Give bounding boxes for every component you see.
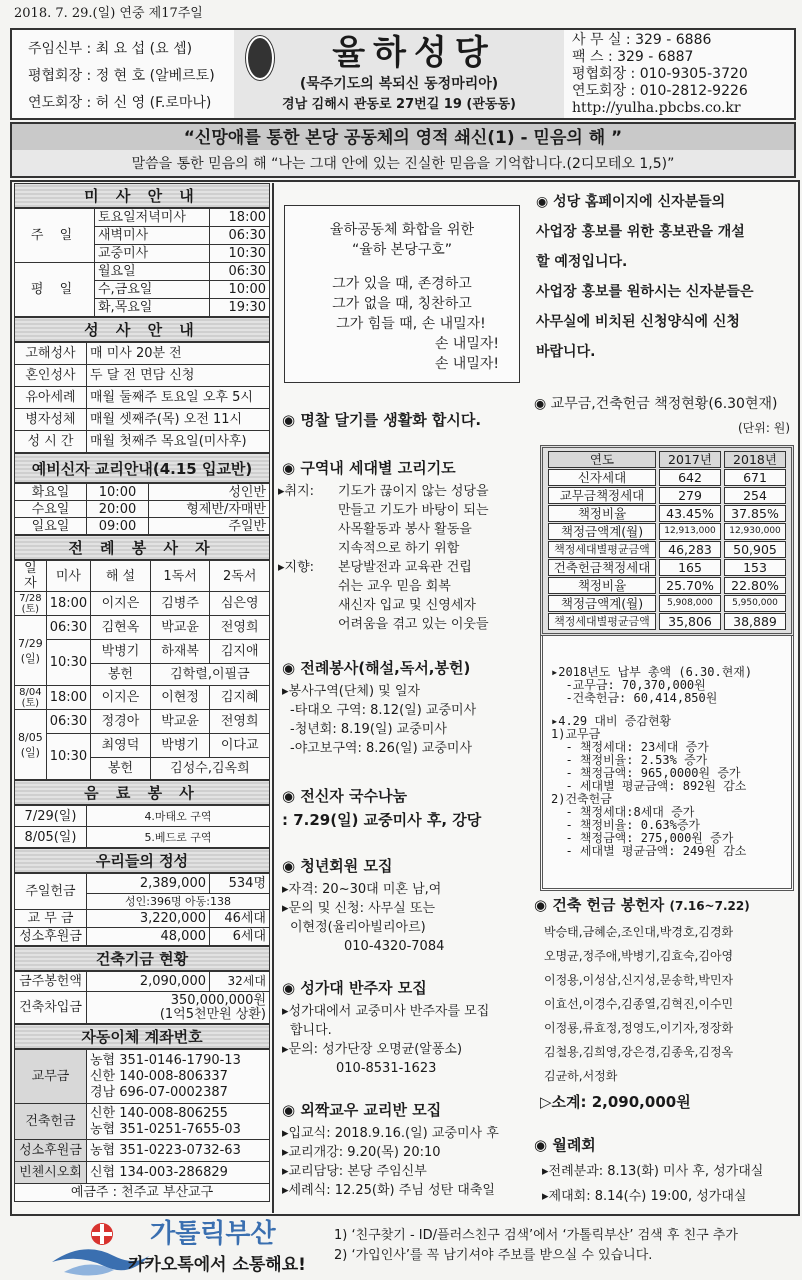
- website-link[interactable]: http://yulha.pbcbs.co.kr: [572, 100, 741, 116]
- weekly-building-amount: 2,090,000: [87, 972, 210, 992]
- building-fund-title: 건축기금 현황: [14, 946, 270, 971]
- row-label: 책정비율: [548, 577, 656, 594]
- status-title: 교무금,건축헌금 책정현황(6.30현재): [550, 396, 778, 412]
- monthly-title: 월례회: [552, 1136, 596, 1154]
- col-header: 연도: [548, 451, 656, 468]
- text-line: ▸입교식: 2018.9.16.(일) 교중미사 후: [282, 1126, 499, 1141]
- weekday-label: 평 일: [15, 263, 95, 317]
- loan-label: 건축차입금: [15, 992, 87, 1024]
- text-line: 합니다.: [290, 1023, 332, 1038]
- offering-section-title: 우리들의 정성: [14, 848, 270, 873]
- text-line: 2)건축헌금: [551, 792, 612, 806]
- sacrament-name: 혼인성사: [15, 365, 87, 387]
- value-2017: 165: [659, 559, 721, 576]
- council-phone: 평협회장 : 010-9305-3720: [572, 66, 748, 82]
- text-line: 지속적으로 하기 위함: [338, 541, 460, 556]
- fax: 팩 스 : 329 - 6887: [572, 49, 694, 65]
- building-fund-table: [14, 971, 270, 1024]
- text-line: - 책정금액: 275,000원 증가: [551, 831, 734, 845]
- mass-name: 수,금요일: [95, 281, 210, 299]
- notice-title: 성가대 반주자 모집: [300, 979, 427, 997]
- notice-title: 구역내 세대별 고리기도: [300, 459, 456, 477]
- catechism-recruit-notice: [282, 1100, 499, 1200]
- reader-2: 전영희: [210, 710, 270, 734]
- office-phone: 사 무 실 : 329 - 6886: [572, 32, 712, 48]
- value-2018: 153: [724, 559, 786, 576]
- service-date: 8/05 (일): [15, 710, 47, 780]
- class-day: 수요일: [15, 501, 87, 518]
- text-line: 1)교무금: [551, 727, 601, 741]
- bullet-icon: ◉: [282, 787, 296, 805]
- loan-note: (1억5천만원 상환): [159, 1006, 266, 1022]
- offertory-names: 김성수,김옥희: [150, 758, 269, 780]
- row-label: 책정세대별평균금액: [548, 613, 656, 630]
- notice-title: 청년회원 모집: [300, 857, 393, 875]
- commentator: 최영덕: [91, 734, 151, 758]
- motto-title: “율하 본당구호”: [351, 242, 453, 258]
- class-group: 형제반/자매반: [149, 501, 270, 518]
- text-line: ▸봉사구역(단체) 및 일자: [282, 684, 420, 699]
- contact-list: [572, 32, 748, 117]
- kyomu-amount: 3,220,000: [87, 910, 210, 928]
- account-number: 신한 140-008-806337: [90, 1068, 228, 1084]
- col-header: 1독서: [150, 561, 210, 592]
- payment-summary: [540, 636, 794, 891]
- account-number: 농협 351-0146-1790-13: [90, 1052, 241, 1068]
- theme-title: “신망애를 통한 본당 공동체의 영적 쇄신(1) - 믿음의 해 ”: [183, 128, 623, 148]
- donors-subtotal: ▷소계: 2,090,000원: [540, 1093, 691, 1111]
- kakao-tagline: 카카오톡에서 소통해요!: [128, 1255, 306, 1275]
- kyomu-label: 교 무 금: [15, 910, 87, 928]
- donor-names: 이효선,이경수,김종열,김혁진,이수민: [544, 997, 734, 1011]
- text-line: ▸성가대에서 교중미사 반주자를 모집: [282, 1004, 490, 1019]
- motto-line: 그가 없을 때, 칭찬하고: [332, 296, 472, 312]
- value-2017: 46,283: [659, 541, 721, 558]
- text-line: - 책정비율: 0.63%증가: [551, 818, 701, 832]
- kyomu-count: 46세대: [210, 910, 270, 928]
- text-line: -타대오 구역: 8.12(일) 교중미사: [290, 703, 477, 718]
- text-line: ◉ 성당 홈페이지에 신자분들의: [536, 194, 726, 210]
- drinks-date: 7/29(일): [15, 806, 87, 827]
- col-header: 일자: [15, 561, 47, 592]
- mass-time: 10:00: [210, 281, 270, 299]
- attendance-detail: 성인:396명 아동:138: [87, 894, 270, 910]
- donor-names: 이정룡,류효정,정영도,이기자,정장화: [544, 1021, 734, 1035]
- text-line: ▸전례분과: 8.13(화) 미사 후, 성가대실: [542, 1164, 764, 1179]
- motto-line: 그가 있을 때, 존경하고: [332, 276, 472, 292]
- bullet-icon: ◉: [534, 896, 548, 914]
- text-line: 사업장 홍보를 위한 홍보관을 개설: [536, 224, 745, 240]
- account-holder: 예금주 : 천주교 부산교구: [15, 1184, 270, 1202]
- aim-label: ▸취지:: [278, 484, 315, 499]
- text-line: ▸세례식: 12.25(화) 주님 성탄 대축일: [282, 1183, 495, 1198]
- loan-amount: 350,000,000원: [170, 992, 266, 1008]
- catechumen-section-title: 예비신자 교리안내(4.15 입교반): [14, 453, 270, 483]
- text-line: ▸2018년도 납부 총액 (6.30.현재): [551, 665, 753, 679]
- parish-name: 율하성당: [332, 33, 496, 73]
- kakao-steps: [334, 1226, 738, 1266]
- youth-recruit-notice: [282, 856, 444, 956]
- drinks-group: 4.마태오 구역: [87, 806, 270, 827]
- class-group: 성인반: [149, 484, 270, 501]
- text-line: ▸교리개강: 9.20(목) 20:10: [282, 1145, 441, 1160]
- text-line: 어려움을 겪고 있는 이웃들: [338, 617, 489, 632]
- text-line: 새신자 입교 및 신영세자: [338, 598, 476, 613]
- mass-time: 06:30: [46, 616, 90, 640]
- yeondo-phone: 연도회장 : 010-2812-9226: [572, 83, 748, 99]
- prayer-notice: [278, 458, 489, 634]
- status-table: [545, 450, 789, 631]
- theme-verse: 말씀을 통한 믿음의 해 “나는 그대 안에 있는 진실한 믿음을 기억합니다.(2디모테오 1,5)”: [131, 156, 675, 172]
- unit-label: (단위: 원): [738, 421, 790, 435]
- reader-1: 하재복: [150, 640, 210, 664]
- weekly-building-label: 금주봉헌액: [15, 972, 87, 992]
- masthead: [10, 28, 796, 120]
- service-date: 8/04 (토): [15, 686, 47, 710]
- nametag-notice: [282, 410, 481, 434]
- class-time: 20:00: [87, 501, 149, 518]
- reader-2: 김지애: [210, 640, 270, 664]
- sunday-attendance: 534명: [210, 874, 270, 894]
- yeondo-president: 연도회장 : 허 신 영 (F.로마나): [28, 95, 212, 111]
- text-line: - 책정세대:8세대 증가: [551, 805, 695, 819]
- value-2017: 279: [659, 487, 721, 504]
- offering-table: [14, 873, 270, 946]
- text-line: 할 예정입니다.: [536, 254, 628, 270]
- account-number: 신한 140-008-806255: [90, 1105, 228, 1121]
- phone-number: 010-8531-1623: [336, 1061, 437, 1076]
- motto-heading: 율하공동체 화합을 위한: [329, 222, 475, 238]
- vocation-support-label: 성소후원금: [15, 928, 87, 946]
- value-2017: 12,913,000: [659, 523, 721, 540]
- donor-names: 오명균,정주애,박병기,김효숙,김아영: [544, 949, 734, 963]
- row-label: 신자세대: [548, 469, 656, 486]
- col-header: 2독서: [210, 561, 270, 592]
- text-line: ▸4.29 대비 증감현황: [551, 714, 672, 728]
- reader-1: 박교윤: [150, 616, 210, 640]
- text-line: -청년회: 8.19(일) 교중미사: [290, 722, 447, 737]
- commentator: 이지은: [91, 686, 151, 710]
- value-2018: 50,905: [724, 541, 786, 558]
- commentator: 이지은: [91, 592, 151, 616]
- donors-section: [534, 895, 798, 1112]
- mass-section-title: 미 사 안 내: [14, 183, 270, 208]
- reader-1: 박교윤: [150, 710, 210, 734]
- account-number: 농협 351-0223-0732-63: [87, 1140, 270, 1162]
- service-date: 7/28 (토): [15, 592, 47, 616]
- text-line: 본당발전과 교육관 건립: [338, 560, 472, 575]
- drinks-date: 8/05(일): [15, 827, 87, 848]
- row-label: 교무금책정세대: [548, 487, 656, 504]
- sacrament-schedule: 매 미사 20분 전: [87, 343, 270, 365]
- donor-names: 김철용,김희영,강은경,김종욱,김정옥: [544, 1045, 734, 1059]
- row-label: 건축헌금책정세대: [548, 559, 656, 576]
- bullet-icon: ◉: [282, 857, 296, 875]
- col-header: 2017년: [659, 451, 721, 468]
- parish-address: 경남 김해시 관동로 27번길 19 (관동동): [282, 97, 516, 112]
- parish-logo-icon: [246, 36, 274, 80]
- sacrament-schedule: 매월 둘째주 토요일 오후 5시: [87, 387, 270, 409]
- reader-2: 전영희: [210, 616, 270, 640]
- mass-name: 교중미사: [95, 245, 210, 263]
- col-header: 2018년: [724, 451, 786, 468]
- mass-time: 18:00: [46, 686, 90, 710]
- class-group: 주일반: [149, 518, 270, 535]
- mass-time: 19:30: [210, 299, 270, 317]
- vocation-support-amount: 48,000: [87, 928, 210, 946]
- footer: [0, 1218, 802, 1280]
- text-line: ▸제대회: 8.14(수) 19:00, 성가대실: [542, 1189, 747, 1204]
- mass-time: 10:30: [210, 245, 270, 263]
- text-line: -건축헌금: 60,414,850원: [551, 691, 718, 705]
- vocation-support-count: 6세대: [210, 928, 270, 946]
- sacrament-name: 병자성체: [15, 409, 87, 431]
- value-2018: 38,889: [724, 613, 786, 630]
- accounts-table: [14, 1049, 270, 1202]
- text-line: 사무실에 비치된 신청양식에 신청: [536, 314, 740, 330]
- left-column: [14, 183, 270, 1202]
- accounts-section-title: 자동이체 계좌번호: [14, 1024, 270, 1049]
- value-2017: 43.45%: [659, 505, 721, 522]
- row-label: 책정비율: [548, 505, 656, 522]
- donors-title: 건축 헌금 봉헌자: [552, 896, 665, 914]
- text-line: ▸문의: 성가단장 오명균(알퐁소): [282, 1042, 463, 1057]
- value-2018: 37.85%: [724, 505, 786, 522]
- status-table-frame: [540, 445, 794, 636]
- goal-label: ▸지향:: [278, 560, 315, 575]
- choir-recruit-notice: [282, 978, 489, 1078]
- drinks-section-title: 음 료 봉 사: [14, 780, 270, 805]
- middle-column: [272, 183, 530, 1213]
- monthly-meeting-section: [534, 1135, 763, 1209]
- notice-title: 전례봉사(해설,독서,봉헌): [300, 659, 471, 677]
- text-line: 만들고 기도가 바탕이 되는: [338, 503, 489, 518]
- text-line: 사목활동과 봉사 활동을: [338, 522, 472, 537]
- text-line: - 세대별 평균금액: 249원 감소: [551, 844, 747, 858]
- mass-name: 화,목요일: [95, 299, 210, 317]
- text-line: - 책정금액: 965,0000원 증가: [551, 766, 741, 780]
- weekly-building-count: 32세대: [210, 972, 270, 992]
- sacrament-schedule: 매월 셋째주(목) 오전 11시: [87, 409, 270, 431]
- bullet-icon: ◉: [282, 1101, 296, 1119]
- donor-names: 이정용,이성삼,신지성,문송학,박민자: [544, 973, 734, 987]
- sacrament-section-title: 성 사 안 내: [14, 317, 270, 342]
- mass-time: 18:00: [210, 209, 270, 227]
- mass-time: 06:30: [210, 227, 270, 245]
- text-line: - 세대별 평균금액: 892원 감소: [551, 779, 747, 793]
- row-label: 책정금액계(월): [548, 595, 656, 612]
- mass-time: 10:30: [46, 640, 90, 686]
- sunday-offering-amount: 2,389,000: [87, 874, 210, 894]
- reader-2: 심은영: [210, 592, 270, 616]
- notice-title: 외짝교우 교리반 모집: [300, 1101, 442, 1119]
- text-line: - 책정세대: 23세대 증가: [551, 740, 709, 754]
- text-line: ▸자격: 20~30대 미혼 남,여: [282, 882, 442, 897]
- text-line: 이현정(율리아빌리아르): [290, 920, 426, 935]
- account-type: 건축헌금: [15, 1104, 87, 1140]
- value-2018: 254: [724, 487, 786, 504]
- mass-name: 토요일저녁미사: [95, 209, 210, 227]
- text-line: 기도가 끊이지 않는 성당을: [338, 484, 489, 499]
- bullet-icon: ◉: [534, 396, 547, 412]
- catechumen-table: [14, 483, 270, 535]
- bullet-icon: ◉: [282, 979, 296, 997]
- text-line: 바랍니다.: [536, 344, 596, 360]
- reader-1: 박병기: [150, 734, 210, 758]
- class-time: 09:00: [87, 518, 149, 535]
- liturgy-section-title: 전 례 봉 사 자: [14, 535, 270, 560]
- sacrament-table: [14, 342, 270, 453]
- text-line: ▸문의 및 신청: 사무실 또는: [282, 901, 436, 916]
- sunday-label: 주 일: [15, 209, 95, 263]
- commentator: 정경아: [91, 710, 151, 734]
- class-day: 일요일: [15, 518, 87, 535]
- bulletin-date: 2018. 7. 29.(일) 연중 제17주일: [14, 6, 203, 21]
- liturgy-table: [14, 560, 270, 780]
- donors-period: (7.16~7.22): [669, 899, 750, 913]
- value-2017: 642: [659, 469, 721, 486]
- step-line: 2) ‘가입인사’를 꼭 남기셔야 주보를 받으실 수 있습니다.: [334, 1248, 653, 1263]
- sacrament-name: 성 시 간: [15, 431, 87, 453]
- offertory-label: 봉헌: [91, 758, 151, 780]
- value-2017: 25.70%: [659, 577, 721, 594]
- bullet-icon: ◉: [282, 411, 296, 429]
- theme-banner: [10, 122, 796, 178]
- value-2017: 5,908,000: [659, 595, 721, 612]
- value-2017: 35,806: [659, 613, 721, 630]
- text-line: -야고보구역: 8.26(일) 교중미사: [290, 741, 473, 756]
- status-block: [540, 445, 794, 891]
- sacrament-name: 유아세례: [15, 387, 87, 409]
- account-number: 농협 351-0251-7655-03: [90, 1121, 241, 1137]
- sunday-offering-label: 주일헌금: [15, 874, 87, 910]
- col-header: 미사: [46, 561, 90, 592]
- mass-time: 18:00: [46, 592, 90, 616]
- donor-names: 김균하,서정화: [544, 1069, 618, 1083]
- row-label: 책정금액계(월): [548, 523, 656, 540]
- brand-name: 가톨릭부산: [150, 1219, 276, 1249]
- sacrament-schedule: 두 달 전 면담 신청: [87, 365, 270, 387]
- mass-table: [14, 208, 270, 317]
- text-line: - 책정비율: 2.53% 증가: [551, 753, 708, 767]
- mass-time: 06:30: [46, 710, 90, 734]
- motto-line: 손 내밀자!: [434, 356, 499, 372]
- liturgy-service-notice: [282, 658, 476, 758]
- reader-1: 이현정: [150, 686, 210, 710]
- drinks-group: 5.베드로 구역: [87, 827, 270, 848]
- parish-patron: (묵주기도의 복되신 동정마리아): [299, 76, 499, 92]
- mass-name: 새벽미사: [95, 227, 210, 245]
- offertory-label: 봉헌: [91, 664, 151, 686]
- class-day: 화요일: [15, 484, 87, 501]
- phone-number: 010-4320-7084: [344, 939, 445, 954]
- mass-time: 06:30: [210, 263, 270, 281]
- notice-title: 전신자 국수나눔: [300, 787, 407, 805]
- account-number: 신협 134-003-286829: [87, 1162, 270, 1184]
- noodle-notice: [282, 786, 481, 834]
- mass-time: 10:30: [46, 734, 90, 780]
- account-type: 교무금: [15, 1050, 87, 1104]
- commentator: 김현옥: [91, 616, 151, 640]
- text-line: ▸교리담당: 본당 주임신부: [282, 1164, 427, 1179]
- account-type: 빈첸시오회: [15, 1162, 87, 1184]
- parish-motto-box: [284, 205, 520, 383]
- value-2018: 5,950,000: [724, 595, 786, 612]
- homepage-notice: [536, 187, 753, 367]
- commentator: 박병기: [91, 640, 151, 664]
- text-line: -교무금: 70,370,000원: [551, 678, 706, 692]
- sacrament-schedule: 매월 첫째주 목요일(미사후): [87, 431, 270, 453]
- bullet-icon: ◉: [282, 459, 296, 477]
- noodle-detail: : 7.29(일) 교중미사 후, 강당: [282, 811, 482, 829]
- parish-title-block: [234, 30, 564, 118]
- col-header: 해 설: [91, 561, 151, 592]
- text-line: 사업장 홍보를 원하시는 신자분들은: [536, 284, 754, 300]
- motto-line: 손 내밀자!: [434, 336, 499, 352]
- account-type: 성소후원금: [15, 1140, 87, 1162]
- text-line: 쉬는 교우 믿음 회복: [338, 579, 451, 594]
- reader-2: 이다교: [210, 734, 270, 758]
- row-label: 책정세대별평균금액: [548, 541, 656, 558]
- reader-1: 김병주: [150, 592, 210, 616]
- pastor: 주임신부 : 최 요 섭 (요 셉): [28, 41, 193, 57]
- motto-line: 그가 힘들 때, 손 내밀자!: [336, 316, 486, 332]
- bullet-icon: ◉: [282, 659, 296, 677]
- class-time: 10:00: [87, 484, 149, 501]
- sacrament-name: 고해성사: [15, 343, 87, 365]
- bullet-icon: ◉: [534, 1136, 548, 1154]
- reader-2: 김지혜: [210, 686, 270, 710]
- service-date: 7/29 (일): [15, 616, 47, 686]
- step-line: 1) ‘친구찾기 - ID/플러스친구 검색’에서 ‘가톨릭부산’ 검색 후 친구 추가: [334, 1228, 738, 1243]
- account-number: 경남 696-07-0002387: [90, 1084, 228, 1100]
- donor-names: 박승태,금혜순,조인대,박경호,김경화: [544, 925, 734, 939]
- value-2018: 12,930,000: [724, 523, 786, 540]
- mass-name: 월요일: [95, 263, 210, 281]
- notice-title: 명찰 달기를 생활화 합시다.: [300, 411, 482, 429]
- value-2018: 671: [724, 469, 786, 486]
- value-2018: 22.80%: [724, 577, 786, 594]
- council-president: 평협회장 : 정 현 호 (알베르토): [28, 68, 215, 84]
- offertory-names: 김학렬,이필금: [150, 664, 269, 686]
- drinks-table: [14, 805, 270, 848]
- clergy-list: [28, 36, 215, 117]
